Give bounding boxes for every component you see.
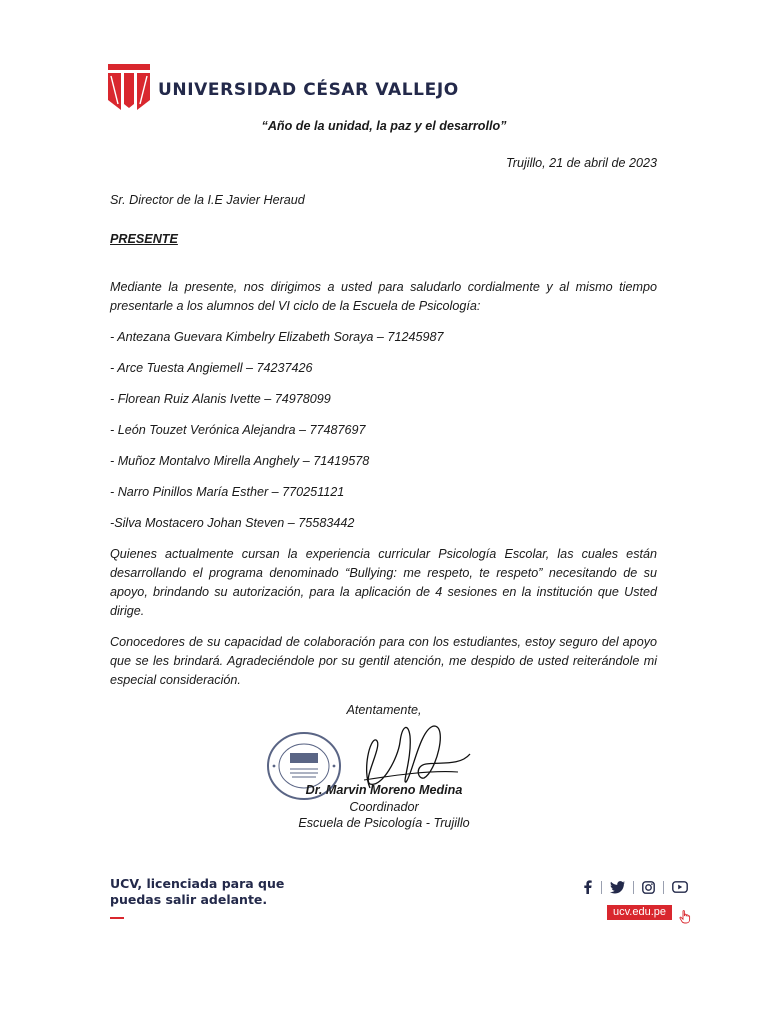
footer-slogan [110,876,284,908]
year-motto: “Año de la unidad, la paz y el desarrollo” [261,119,507,133]
list-item: - Narro Pinillos María Esther – 770251121 [110,485,345,499]
slogan-line: UCV, licenciada para que [110,876,285,891]
list-item: -Silva Mostacero Johan Steven – 75583442 [110,516,355,530]
divider [601,881,602,894]
addressee: Sr. Director de la I.E Javier Heraud [110,193,305,207]
list-item: - Arce Tuesta Angiemell – 74237426 [110,361,313,375]
twitter-icon[interactable] [610,881,625,894]
student-list [110,328,443,545]
letter-date: Trujillo, 21 de abril de 2023 [506,156,657,170]
slogan-line: puedas salir adelante. [110,892,268,907]
slogan-divider [110,917,124,919]
social-links [583,880,688,894]
divider [663,881,664,894]
list-item: - Antezana Guevara Kimbelry Elizabeth Soraya – 71245987 [110,330,444,344]
signer-name: Dr. Marvin Moreno Medina [305,783,463,797]
divider [633,881,634,894]
university-logo [108,64,459,110]
facebook-icon[interactable] [583,880,593,894]
university-name: UNIVERSIDAD CÉSAR VALLEJO [158,80,459,100]
list-item: - León Touzet Verónica Alejandra – 77487697 [110,423,366,437]
intro-paragraph: Mediante la presente, nos dirigimos a usted para saludarlo cordialmente y al mismo tiempo presentarle a los alumnos del VI ciclo de la Escuela de Psicología: [110,280,657,313]
signer-role: Coordinador [349,800,419,814]
pointer-hand-icon [679,910,691,924]
closing-paragraph: Conocedores de su capacidad de colaboración para con los estudiantes, estoy seguro del apoyo que se les brindará. Agradeciéndole por su gentil atención, me despido de usted reiterándole mi especial consideración. [110,635,657,687]
signer-school: Escuela de Psicología - Trujillo [298,816,470,830]
list-item: - Muñoz Montalvo Mirella Anghely – 71419578 [110,454,370,468]
program-paragraph: Quienes actualmente cursan la experiencia curricular Psicología Escolar, las cuales están desarrollando el programa denominado “Bullying: me respeto, te respeto” necesitando de su apoyo, brindando su autorización, para la aplicación de 4 sesiones en la institución que Usted dirige. [110,547,657,618]
salutation-presente: PRESENTE [110,232,178,246]
ucv-shield-logo-icon [108,64,150,110]
list-item: - Florean Ruiz Alanis Ivette – 74978099 [110,392,331,406]
youtube-icon[interactable] [672,881,688,893]
website-link[interactable]: ucv.edu.pe [607,905,672,920]
closing-salutation: Atentamente, [346,703,422,717]
instagram-icon[interactable] [642,881,655,894]
